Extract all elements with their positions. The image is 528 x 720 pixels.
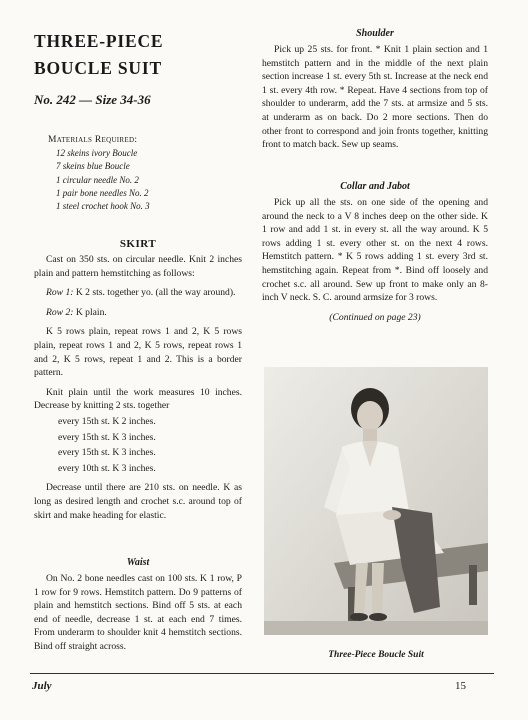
row-label: Row 2: <box>46 306 74 318</box>
footer-month: July <box>32 680 52 692</box>
skirt-heading: SKIRT <box>119 238 157 250</box>
list-item: every 15th st. K 3 inches. <box>58 447 156 459</box>
material-item: 1 pair bone needles No. 2 <box>56 187 149 198</box>
skirt-row-2 <box>34 306 242 320</box>
waist-instructions <box>34 572 242 660</box>
decrease-list <box>34 415 242 475</box>
skirt-instructions <box>34 253 242 528</box>
row-text: K 2 sts. together yo. (all the way around). <box>75 287 236 299</box>
page-number: 15 <box>455 680 466 692</box>
shoulder-heading: Shoulder <box>356 28 394 39</box>
shoulder-instructions <box>262 43 488 158</box>
row-label: Row 1: <box>46 287 74 299</box>
waist-paragraph: On No. 2 bone needles cast on 100 sts. K 1 row, P 1 row for 9 rows. Hemstitch pattern. Do 9 patterns of plain and hemstitch sections. Bind off 5 sts. at each end of needle, decrease 1 st. at each end 7 times. From underarm to shoulder knit 4 hemstitch sections. Bind off straight across. <box>34 573 242 652</box>
continued-note: (Continued on page 23) <box>329 311 421 323</box>
suit-photo <box>264 367 488 635</box>
material-item: 7 skeins blue Boucle <box>56 161 130 172</box>
materials-list <box>48 134 238 213</box>
materials-header: Materials Required: <box>48 135 138 145</box>
collar-heading: Collar and Jabot <box>340 181 410 192</box>
list-item: every 15th st. K 2 inches. <box>58 415 156 427</box>
footer-rule <box>30 673 494 674</box>
list-item: every 15th st. K 3 inches. <box>58 431 156 443</box>
photo-caption: Three-Piece Boucle Suit <box>328 650 424 660</box>
skirt-row-1 <box>34 286 242 300</box>
skirt-paragraph: K 5 rows plain, repeat rows 1 and 2, K 5 rows plain, repeat rows 1 and 2, K 5 rows, repeat rows 1 and 2, K 5 rows, repeat 1 and 2. This is a border pattern. <box>34 326 242 379</box>
page-title: THREE-PIECE BOUCLE SUIT <box>34 31 164 78</box>
collar-paragraph: Pick up all the sts. on one side of the opening and around the neck to a V 8 inches deep on the other side. K 1 row and add 1 st. in every st. all the way around. K 5 rows adding 1 st. every other st. on the next 4 rows. Hemstitch pattern. * K 5 rows adding 1 st. every 3rd st. hemstitching again. Repeat from *. Bind off loosely and crochet s.c. all around. Sew up front to make only an 8-inch V neck. S. C. around armsize for 3 rows. <box>262 197 488 304</box>
material-item: 1 steel crochet hook No. 3 <box>56 201 150 212</box>
skirt-paragraph: Decrease until there are 210 sts. on needle. K as long as desired length and crochet s.c. around top of skirt and make heading for elastic. <box>34 482 242 521</box>
skirt-paragraph: Cast on 350 sts. on circular needle. Knit 2 inches plain and pattern hemstitching as follows: <box>34 254 242 279</box>
shoulder-paragraph: Pick up 25 sts. for front. * Knit 1 plain section and 1 hemstitch pattern and in the middle of the next plain section increase 1 st. every 5th st. Increase at the neck end 1 st. every 4th row. * Repeat. Have 4 sections from top of shoulder to underarm, add the 7 sts. at armsize and 5 sts. at underarm as on back. Do 2 more sections. Then do other front to correspond and join fronts together, knitting front to match back. Sew up seams. <box>262 44 488 151</box>
row-text: K plain. <box>75 306 107 318</box>
list-item: every 10th st. K 3 inches. <box>58 462 156 474</box>
pattern-number: No. 242 — Size 34-36 <box>34 92 151 107</box>
material-item: 1 circular needle No. 2 <box>56 174 139 185</box>
material-item: 12 skeins ivory Boucle <box>56 148 138 159</box>
waist-heading: Waist <box>126 557 150 568</box>
skirt-paragraph: Knit plain until the work measures 10 inches. Decrease by knitting 2 sts. together <box>34 386 242 412</box>
collar-instructions <box>262 196 488 330</box>
